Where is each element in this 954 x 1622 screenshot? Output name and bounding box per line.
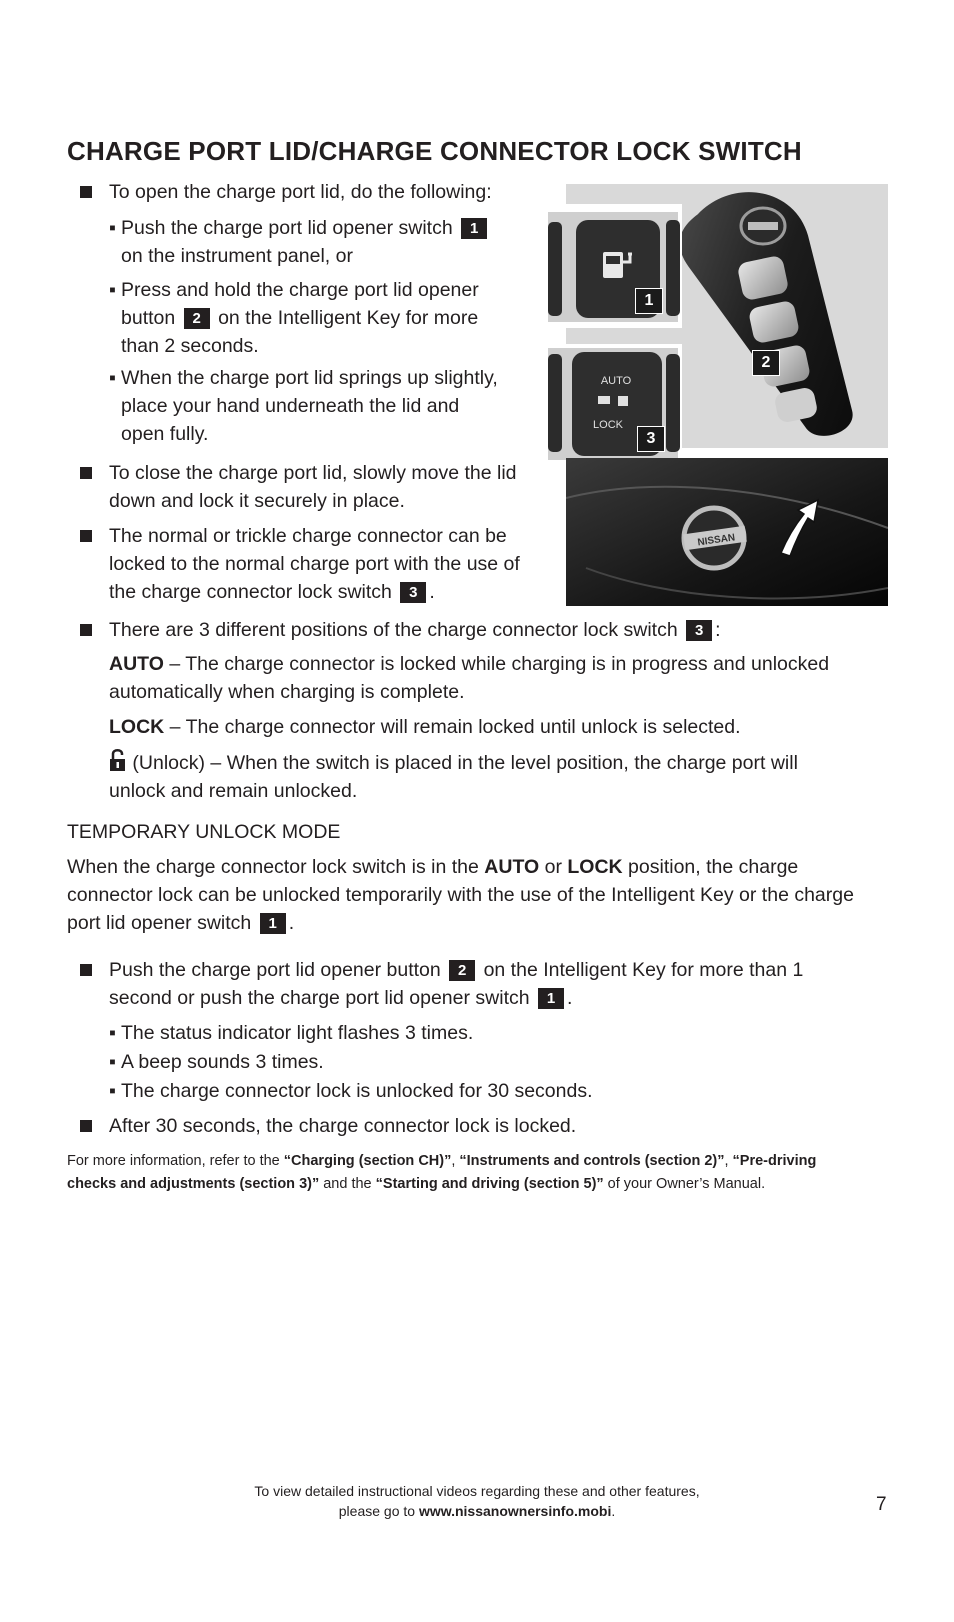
callout-badge-1: 1 <box>538 988 564 1009</box>
callout-badge-1: 1 <box>260 913 286 934</box>
temp-paragraph <box>67 853 907 937</box>
close-paragraph <box>109 459 549 515</box>
temp-p1-line3: port lid opener switch <box>67 912 252 934</box>
bullet-marker <box>80 624 92 636</box>
page-title: CHARGE PORT LID/CHARGE CONNECTOR LOCK SWITCH <box>67 136 802 166</box>
temp-lock: LOCK <box>567 856 623 878</box>
sub-bullet: ▪ <box>109 1051 116 1073</box>
ref-charging: “Charging (section CH)” <box>283 1153 452 1169</box>
callout-badge-3: 3 <box>400 582 426 603</box>
callout-badge-2: 2 <box>449 960 475 981</box>
lock-description <box>109 713 741 741</box>
period: . <box>288 912 295 934</box>
period: . <box>429 581 435 603</box>
footer-line2-pre: please go to <box>338 1503 419 1519</box>
unlock-text-1: (Unlock) – When the switch is placed in the level position, the charge port will <box>132 752 798 774</box>
temp-p1-b: position, the charge <box>622 856 799 878</box>
sep: , <box>724 1153 733 1169</box>
more-pre: For more information, refer to the <box>67 1153 284 1169</box>
auto-label: AUTO <box>109 653 164 675</box>
more-info-note <box>67 1150 927 1196</box>
temp-b1-a: Push the charge port lid opener button <box>109 959 441 981</box>
ref-starting: “Starting and driving (section 5)” <box>375 1176 604 1192</box>
charge-port-lid-photo <box>566 458 888 606</box>
sub-item-springs-up <box>109 364 541 448</box>
temp-p1-a: When the charge connector lock switch is in the <box>67 856 485 878</box>
ref-predriving-a: “Pre-driving <box>732 1153 817 1169</box>
and: and the <box>319 1176 376 1192</box>
unlock-description <box>109 748 899 805</box>
temp-sub-2 <box>109 1048 324 1076</box>
callout-badge-3: 3 <box>686 620 712 641</box>
charge-lid-illustration <box>566 458 888 606</box>
sub-item-push-switch <box>109 214 521 270</box>
connector-line1: The normal or trickle charge connector can be <box>109 525 507 547</box>
sub3-line3: open fully. <box>121 423 209 445</box>
sub-item-press-hold <box>109 276 541 360</box>
sub2-line3: than 2 seconds. <box>121 335 259 357</box>
bullet-marker <box>80 186 92 198</box>
footer-note <box>0 1481 954 1521</box>
temp-bullet-2: After 30 seconds, the charge connector lock is locked. <box>109 1115 577 1137</box>
figure-label-3: 3 <box>637 426 665 452</box>
ref-instruments: “Instruments and controls (section 2)” <box>459 1153 725 1169</box>
temp-b1-b: on the Intelligent Key for more than 1 <box>483 959 804 981</box>
temp-auto: AUTO <box>484 856 540 878</box>
callout-badge-2: 2 <box>184 308 210 329</box>
more-post: of your Owner’s Manual. <box>603 1176 766 1192</box>
connector-line3: the charge connector lock switch <box>109 581 392 603</box>
sep: , <box>451 1153 460 1169</box>
period: . <box>567 987 573 1009</box>
sub-bullet: ▪ <box>109 1080 116 1102</box>
temp-sub-3 <box>109 1077 593 1105</box>
ref-predriving-b: checks and adjustments (section 3)” <box>67 1176 320 1192</box>
temp-bullet-1 <box>109 956 899 1012</box>
footer-line2-post: . <box>611 1503 616 1519</box>
unlock-icon <box>109 748 127 772</box>
lock-label: LOCK <box>109 716 165 738</box>
open-intro: To open the charge port lid, do the following: <box>109 181 492 203</box>
sub-bullet: ▪ <box>109 279 116 301</box>
positions-intro <box>109 616 721 644</box>
auto-text-2: automatically when charging is complete. <box>109 681 465 703</box>
sub-bullet: ▪ <box>109 367 116 389</box>
footer-url-link[interactable]: www.nissanownersinfo.mobi <box>418 1503 612 1519</box>
logo-text: NISSAN <box>696 532 736 549</box>
connector-paragraph <box>109 522 559 606</box>
sub1-line1: Push the charge port lid opener switch <box>121 217 453 239</box>
unlock-text-2: unlock and remain unlocked. <box>109 780 358 802</box>
connector-line2: locked to the normal charge port with the use of <box>109 553 520 575</box>
switch-lock-text: LOCK <box>593 419 623 431</box>
bullet-marker <box>80 530 92 542</box>
sub3-line1: When the charge port lid springs up slightly, <box>121 367 498 389</box>
sub1-line2: on the instrument panel, or <box>121 245 353 267</box>
section-heading-temporary-unlock: TEMPORARY UNLOCK MODE <box>67 821 341 843</box>
colon: : <box>715 619 721 641</box>
temp-sub-1 <box>109 1019 474 1047</box>
footer-line1: To view detailed instructional videos regarding these and other features, <box>254 1483 700 1499</box>
bullet-marker <box>80 1120 92 1132</box>
bullet-marker <box>80 467 92 479</box>
temp-s3: The charge connector lock is unlocked for 30 seconds. <box>121 1080 593 1102</box>
positions-intro-text: There are 3 different positions of the charge connector lock switch <box>109 619 678 641</box>
sub3-line2: place your hand underneath the lid and <box>121 395 460 417</box>
close-line1: To close the charge port lid, slowly move the lid <box>109 462 517 484</box>
temp-p1-line2: connector lock can be unlocked temporarily with the use of the Intelligent Key or the charge <box>67 884 854 906</box>
temp-s1: The status indicator light flashes 3 times. <box>121 1022 474 1044</box>
auto-text-1: – The charge connector is locked while charging is in progress and unlocked <box>163 653 830 675</box>
sub2-line1: Press and hold the charge port lid opener <box>121 279 479 301</box>
sub-bullet: ▪ <box>109 1022 116 1044</box>
switch-auto-text: AUTO <box>600 375 632 387</box>
auto-description <box>109 650 889 706</box>
close-line2: down and lock it securely in place. <box>109 490 405 512</box>
temp-b1-line2: second or push the charge port lid opener switch <box>109 987 530 1009</box>
lock-text: – The charge connector will remain locked until unlock is selected. <box>164 716 741 738</box>
figure-label-2: 2 <box>752 350 780 376</box>
page-number: 7 <box>876 1494 887 1515</box>
temp-s2: A beep sounds 3 times. <box>121 1051 324 1073</box>
bullet-marker <box>80 964 92 976</box>
sub2-line2-post: on the Intelligent Key for more <box>218 307 479 329</box>
sub2-line2-pre: button <box>121 307 176 329</box>
sub-bullet: ▪ <box>109 217 116 239</box>
figure-label-1: 1 <box>635 288 663 314</box>
temp-or: or <box>539 856 568 878</box>
callout-badge-1: 1 <box>461 218 487 239</box>
